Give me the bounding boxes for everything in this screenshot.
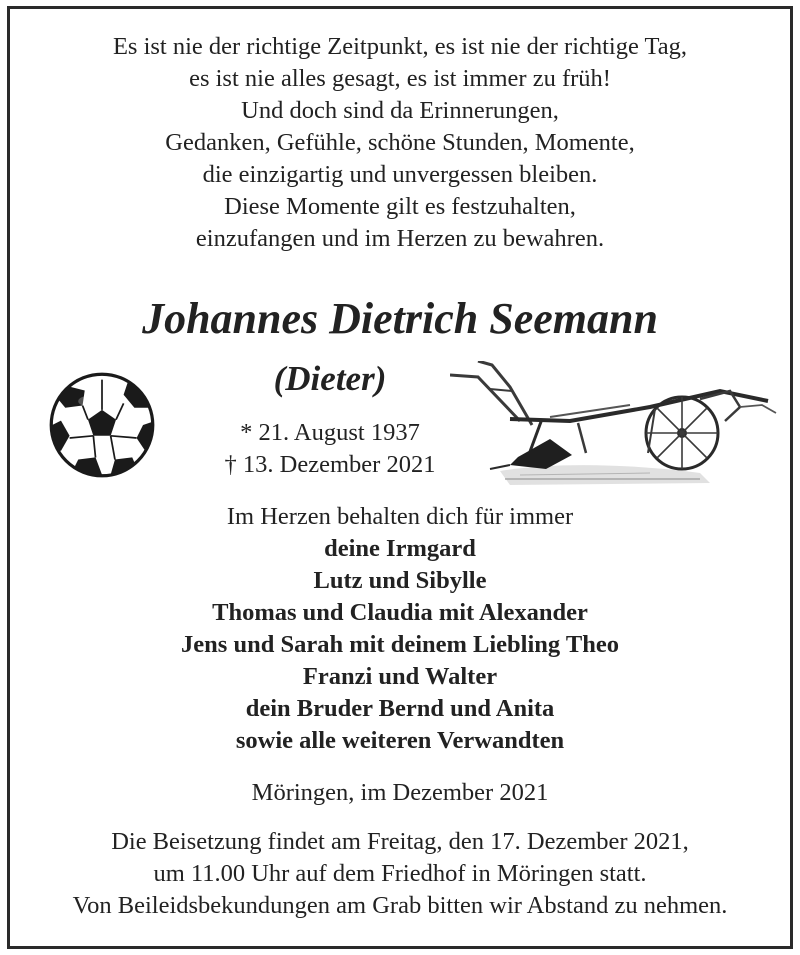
poem-line: Diese Momente gilt es festzuhalten,: [224, 193, 576, 220]
mourner-name: Franzi und Walter: [302, 663, 498, 690]
mourners-list: [10, 501, 790, 757]
poem-line: die einzigartig und unvergessen bleiben.: [202, 161, 598, 188]
deceased-name: Johannes Dietrich Seemann: [142, 294, 658, 343]
mourner-name: dein Bruder Bernd und Anita: [245, 695, 555, 722]
mourners-intro: Im Herzen behalten dich für immer: [226, 503, 574, 530]
place-date: Möringen, im Dezember 2021: [251, 779, 549, 806]
mourner-name: Thomas und Claudia mit Alexander: [212, 599, 588, 626]
mourner-name: deine Irmgard: [324, 535, 476, 562]
plough-illustration: [450, 361, 780, 491]
death-date: † 13. Dezember 2021: [224, 451, 436, 478]
poem-line: einzufangen und im Herzen zu bewahren.: [195, 225, 605, 252]
mourner-name: Lutz und Sibylle: [313, 567, 487, 594]
poem-line: es ist nie alles gesagt, es ist immer zu früh!: [189, 65, 611, 92]
life-dates: [180, 417, 480, 481]
poem-line: Und doch sind da Erinnerungen,: [241, 97, 559, 124]
obituary-notice: [7, 6, 793, 949]
poem: [10, 31, 790, 255]
deceased-nickname: (Dieter): [273, 359, 387, 398]
mourner-name: Jens und Sarah mit deinem Liebling Theo: [181, 631, 619, 658]
funeral-line: Die Beisetzung findet am Freitag, den 17. Dezember 2021,: [111, 828, 689, 855]
poem-line: Es ist nie der richtige Zeitpunkt, es ist nie der richtige Tag,: [112, 33, 688, 60]
funeral-info: [10, 826, 790, 922]
funeral-line: Von Beileidsbekundungen am Grab bitten wir Abstand zu nehmen.: [72, 892, 728, 919]
mourner-name: sowie alle weiteren Verwandten: [235, 727, 565, 754]
poem-line: Gedanken, Gefühle, schöne Stunden, Momente,: [165, 129, 635, 156]
soccer-ball-icon: [48, 371, 156, 479]
birth-date: * 21. August 1937: [240, 419, 420, 446]
funeral-line: um 11.00 Uhr auf dem Friedhof in Möringen statt.: [153, 860, 647, 887]
